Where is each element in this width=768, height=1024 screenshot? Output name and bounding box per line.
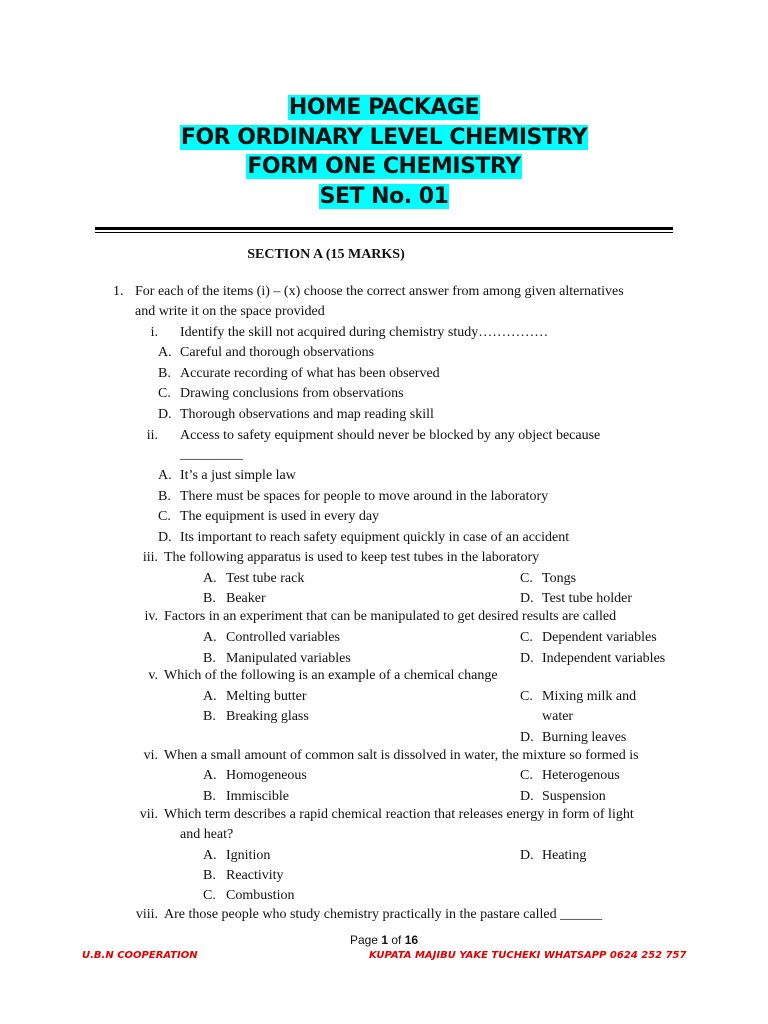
item-question: Identify the skill not acquired during chemistry study…………… — [180, 325, 549, 340]
item-numeral: iii. — [142, 550, 158, 565]
option-text: Thorough observations and map reading skill — [180, 407, 434, 422]
option-letter: B. — [203, 868, 216, 883]
item-numeral: iv. — [144, 609, 158, 624]
option-letter: C. — [520, 689, 533, 704]
option-letter: C. — [520, 571, 533, 586]
footer-left: U.B.N COOPERATION — [82, 950, 198, 961]
option-text: Immiscible — [226, 789, 289, 804]
option-letter: A. — [203, 630, 217, 645]
option-text: Test tube rack — [226, 571, 305, 586]
item-question: Are those people who study chemistry practically in the pastare called ______ — [164, 907, 603, 922]
item-numeral: viii. — [135, 907, 158, 922]
option-letter: B. — [203, 651, 216, 666]
title-divider-thick — [95, 227, 673, 230]
question-instruction: For each of the items (i) – (x) choose the correct answer from among given alternatives — [135, 284, 624, 299]
footer-right: KUPATA MAJIBU YAKE TUCHEKI WHATSAPP 0624 252 757 — [369, 950, 687, 961]
option-letter: B. — [158, 489, 171, 504]
option-text: Controlled variables — [226, 630, 340, 645]
title-line-4: SET No. 01 — [319, 183, 449, 209]
option-letter: A. — [158, 345, 172, 360]
option-letter: D. — [520, 730, 534, 745]
option-letter: B. — [203, 591, 216, 606]
option-letter: B. — [203, 709, 216, 724]
option-text: Burning leaves — [542, 730, 627, 745]
option-text: Mixing milk and — [542, 689, 637, 704]
item-question: When a small amount of common salt is dissolved in water, the mixture so formed is — [164, 748, 639, 763]
option-text: Test tube holder — [542, 591, 632, 606]
option-text: Reactivity — [226, 868, 284, 883]
option-letter: D. — [158, 407, 172, 422]
option-text-cont: water — [542, 709, 574, 724]
option-text: There must be spaces for people to move around in the laboratory — [180, 489, 549, 504]
title-divider-thin — [95, 232, 673, 233]
option-text: Drawing conclusions from observations — [180, 386, 404, 401]
option-letter: A. — [158, 468, 172, 483]
document-title — [0, 93, 768, 211]
option-letter: A. — [203, 689, 217, 704]
option-text: Ignition — [226, 848, 271, 863]
title-line-3: FORM ONE CHEMISTRY — [247, 154, 521, 179]
option-text: Suspension — [542, 789, 606, 804]
option-letter: B. — [158, 366, 171, 381]
item-numeral: vi. — [143, 748, 158, 763]
option-text: Breaking glass — [226, 709, 309, 724]
option-letter: A. — [203, 768, 217, 783]
option-text: It’s a just simple law — [180, 468, 296, 483]
option-letter: C. — [203, 888, 216, 903]
option-text: Its important to reach safety equipment quickly in case of an accident — [180, 530, 570, 545]
option-letter: D. — [520, 789, 534, 804]
option-letter: D. — [520, 848, 534, 863]
page-number: Page 1 of 16 — [349, 933, 419, 947]
option-text: The equipment is used in every day — [180, 509, 380, 524]
item-numeral: ii. — [146, 428, 158, 443]
option-text: Careful and thorough observations — [180, 345, 375, 360]
item-numeral: vii. — [139, 807, 158, 822]
option-letter: A. — [203, 848, 217, 863]
item-question: Which of the following is an example of a chemical change — [164, 668, 498, 683]
option-letter: A. — [203, 571, 217, 586]
option-letter: C. — [158, 509, 171, 524]
option-text: Homogeneous — [226, 768, 307, 783]
option-text: Heating — [542, 848, 587, 863]
option-text: Combustion — [226, 888, 295, 903]
title-line-1: HOME PACKAGE — [288, 95, 480, 120]
item-numeral: i. — [150, 325, 158, 340]
option-text: Manipulated variables — [226, 651, 351, 666]
option-text: Dependent variables — [542, 630, 657, 645]
option-letter: D. — [520, 591, 534, 606]
option-letter: C. — [158, 386, 171, 401]
answer-blank: _________ — [180, 447, 243, 462]
option-text: Heterogenous — [542, 768, 620, 783]
question-instruction-cont: and write it on the space provided — [135, 304, 325, 319]
option-text: Independent variables — [542, 651, 666, 666]
item-question: The following apparatus is used to keep test tubes in the laboratory — [164, 550, 540, 565]
option-text: Tongs — [542, 571, 577, 586]
item-question: Access to safety equipment should never be blocked by any object because — [180, 428, 601, 443]
title-line-2: FOR ORDINARY LEVEL CHEMISTRY — [180, 124, 588, 150]
item-question: Which term describes a rapid chemical reaction that releases energy in form of light — [164, 807, 634, 822]
option-letter: C. — [520, 630, 533, 645]
item-question: Factors in an experiment that can be manipulated to get desired results are called — [164, 609, 617, 624]
option-letter: C. — [520, 768, 533, 783]
option-text: Melting butter — [226, 689, 307, 704]
option-letter: B. — [203, 789, 216, 804]
option-letter: D. — [158, 530, 172, 545]
item-numeral: v. — [148, 668, 158, 683]
item-question-cont: and heat? — [180, 827, 234, 842]
question-number: 1. — [113, 284, 124, 299]
option-letter: D. — [520, 651, 534, 666]
option-text: Accurate recording of what has been observed — [180, 366, 440, 381]
option-text: Beaker — [226, 591, 266, 606]
section-title: SECTION A (15 MARKS) — [247, 247, 405, 262]
